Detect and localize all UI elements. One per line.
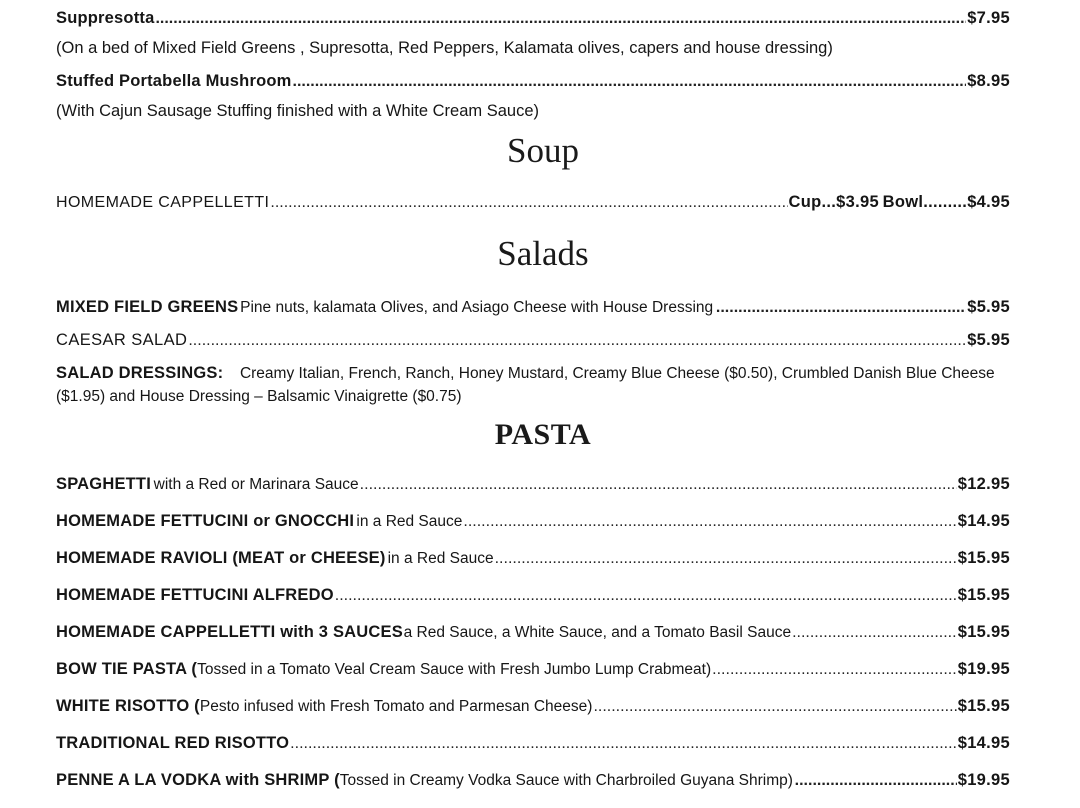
item-price: $7.95 <box>967 9 1010 27</box>
menu-item-red-risotto <box>56 733 1010 754</box>
cup-label: Cup <box>788 193 822 211</box>
item-name: HOMEMADE CAPPELLETTI with 3 SAUCES <box>56 623 403 641</box>
menu-item-ravioli <box>56 548 1010 569</box>
dot-leader <box>712 660 957 680</box>
menu-item-stuffed-portabella <box>56 71 1010 92</box>
item-price: $5.95 <box>967 331 1010 349</box>
item-description: a Red Sauce, a White Sauce, and a Tomato Basil Sauce <box>403 624 792 641</box>
menu-item-fettucini-gnocchi <box>56 511 1010 532</box>
menu-item-bow-tie-pasta <box>56 659 1010 680</box>
menu-item-caesar-salad <box>56 330 1010 351</box>
item-price: $15.95 <box>957 697 1010 715</box>
dot-leader <box>270 193 787 213</box>
item-name: BOW TIE PASTA ( <box>56 660 198 678</box>
section-title-pasta: PASTA <box>494 418 592 451</box>
menu-item-spaghetti <box>56 474 1010 495</box>
cup-price: $3.95 <box>836 193 879 211</box>
item-name: SPAGHETTI <box>56 475 151 493</box>
item-name: WHITE RISOTTO ( <box>56 697 200 715</box>
item-price: $15.95 <box>957 623 1010 641</box>
item-name: HOMEMADE CAPPELLETTI <box>56 194 270 211</box>
dot-leader <box>716 298 966 318</box>
item-price: $19.95 <box>957 771 1010 789</box>
item-price: $15.95 <box>957 549 1010 567</box>
section-title-soup: Soup <box>507 131 579 170</box>
item-name: HOMEMADE RAVIOLI (MEAT or CHEESE) <box>56 549 386 567</box>
item-description: Pine nuts, kalamata Olives, and Asiago Cheese with House Dressing <box>240 299 714 316</box>
item-price: $19.95 <box>957 660 1010 678</box>
item-description: in a Red Sauce <box>356 513 463 530</box>
item-price: $14.95 <box>957 512 1010 530</box>
section-title-salads: Salads <box>497 234 589 273</box>
item-description: Tossed in Creamy Vodka Sauce with Charbroiled Guyana Shrimp) <box>339 772 793 789</box>
item-name: MIXED FIELD GREENS <box>56 298 239 316</box>
menu-item-penne-vodka-shrimp <box>56 770 1010 791</box>
bowl-price: $4.95 <box>967 193 1010 211</box>
dot-leader <box>335 586 957 606</box>
item-note: (With Cajun Sausage Stuffing finished with a White Cream Sauce) <box>56 102 540 120</box>
bowl-label: Bowl <box>882 193 924 211</box>
salad-dressings <box>56 362 996 408</box>
dot-leader <box>792 623 957 643</box>
item-price: $15.95 <box>957 586 1010 604</box>
menu-item-cappelletti-soup <box>56 192 1010 213</box>
dot-leader <box>188 331 966 351</box>
dressings-text: Creamy Italian, French, Ranch, Honey Mustard, Creamy Blue Cheese ($0.50), Crumbled Danish Blue Cheese ($1.95) and House Dressing – Balsamic Vinaigrette ($0.75) <box>56 365 995 405</box>
item-name: HOMEMADE FETTUCINI ALFREDO <box>56 586 334 604</box>
item-price: $14.95 <box>957 734 1010 752</box>
dressings-label: SALAD DRESSINGS: <box>56 364 224 382</box>
item-name: PENNE A LA VODKA with SHRIMP ( <box>56 771 340 789</box>
menu-item-suppresotta <box>56 8 1010 29</box>
menu-item-fettucini-alfredo <box>56 585 1010 606</box>
item-description: Pesto infused with Fresh Tomato and Parmesan Cheese) <box>199 698 593 715</box>
item-price: $8.95 <box>967 72 1010 90</box>
dot-leader <box>495 549 957 569</box>
dot-leader-short: ......... <box>923 193 968 211</box>
dot-leader <box>795 771 957 791</box>
item-note: (On a bed of Mixed Field Greens , Supresotta, Red Peppers, Kalamata olives, capers and house dressing) <box>56 39 833 57</box>
dot-leader <box>290 734 957 754</box>
dot-leader <box>360 475 957 495</box>
dot-leader <box>593 697 956 717</box>
item-description: in a Red Sauce <box>387 550 494 567</box>
dot-leader <box>155 9 966 29</box>
item-name: Stuffed Portabella Mushroom <box>56 72 292 90</box>
dot-leader <box>293 72 967 92</box>
dot-leader <box>463 512 956 532</box>
item-name: HOMEMADE FETTUCINI or GNOCCHI <box>56 512 355 530</box>
item-name: CAESAR SALAD <box>56 331 188 349</box>
menu-item-cappelletti-3-sauces <box>56 622 1010 643</box>
item-description: with a Red or Marinara Sauce <box>153 476 359 493</box>
dot-leader-short: ... <box>821 193 837 211</box>
item-description: Tossed in a Tomato Veal Cream Sauce with Fresh Jumbo Lump Crabmeat) <box>197 661 712 678</box>
menu-item-white-risotto <box>56 696 1010 717</box>
item-name: TRADITIONAL RED RISOTTO <box>56 734 290 752</box>
item-price: $5.95 <box>967 298 1011 316</box>
menu-item-mixed-field-greens <box>56 297 1010 318</box>
item-name: Suppresotta <box>56 9 155 27</box>
item-price: $12.95 <box>957 475 1010 493</box>
